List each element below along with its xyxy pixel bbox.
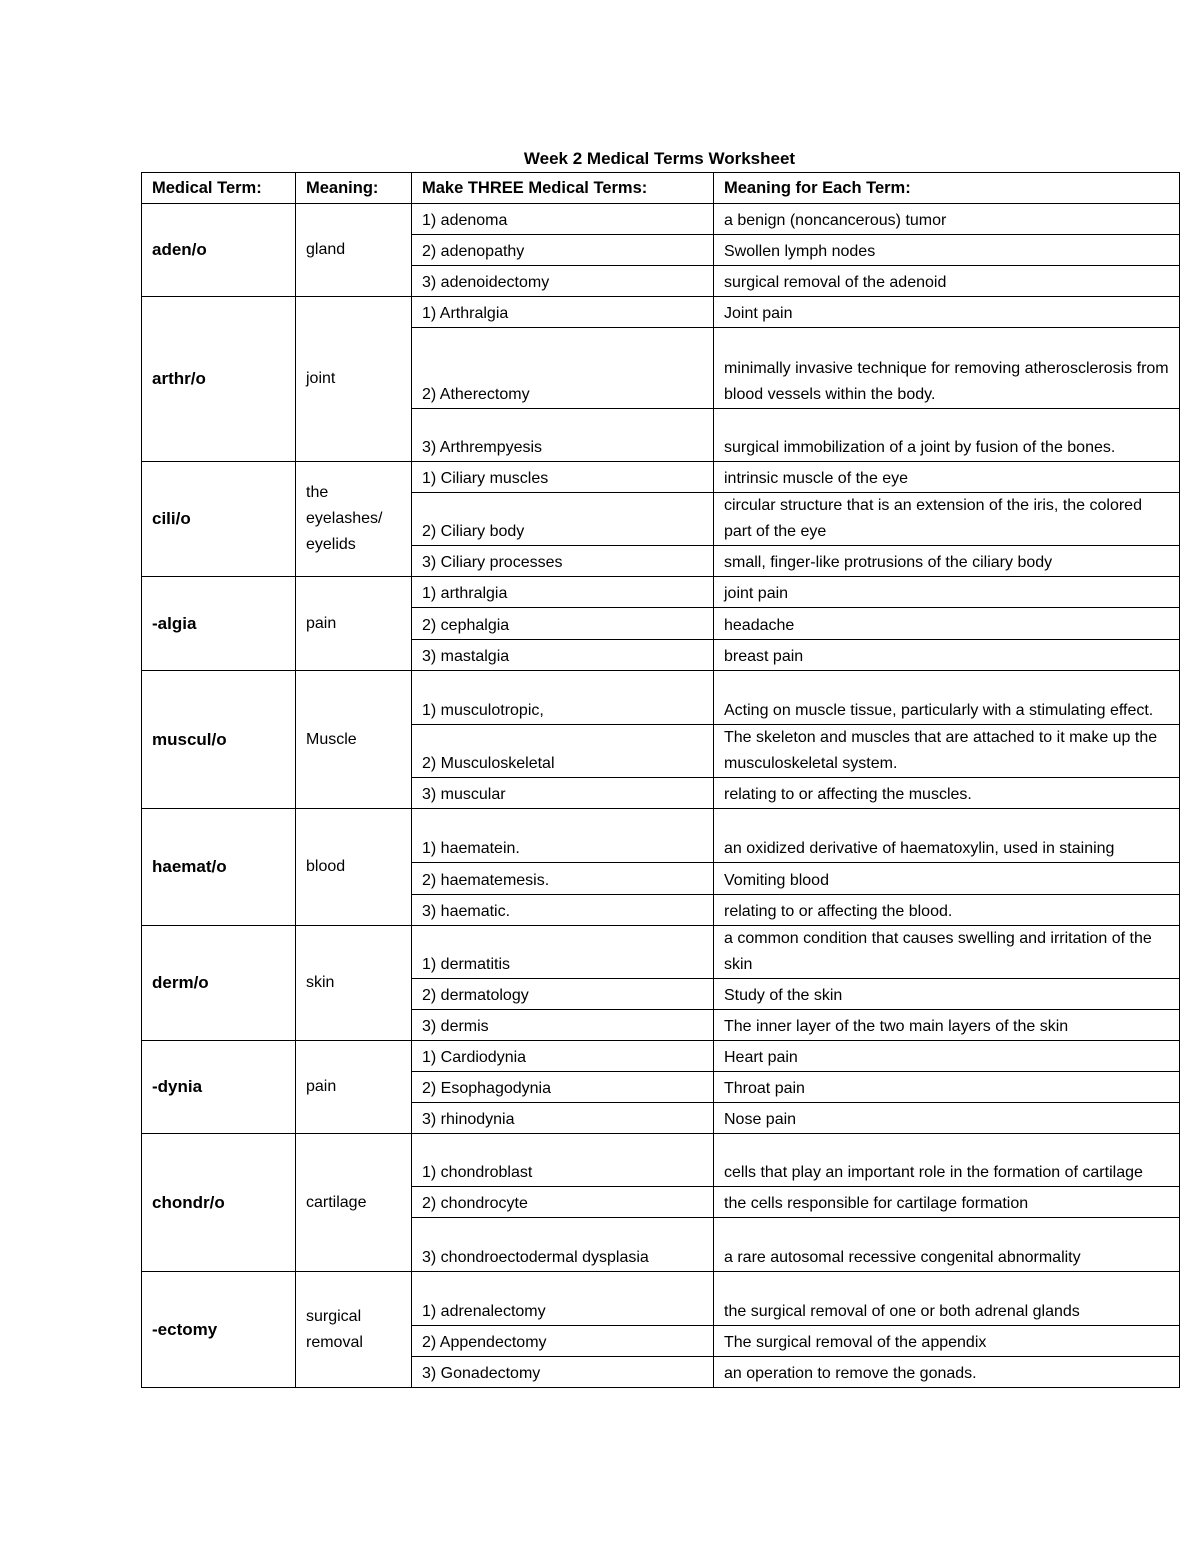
term-definition-cell: an oxidized derivative of haematoxylin, used in staining: [714, 809, 1180, 863]
derived-term-cell: 3) dermis: [412, 1010, 714, 1041]
term-definition-cell: small, finger-like protrusions of the ciliary body: [714, 546, 1180, 577]
term-definition-cell: cells that play an important role in the formation of cartilage: [714, 1134, 1180, 1187]
meaning-cell: joint: [296, 297, 412, 462]
term-definition-cell: Joint pain: [714, 297, 1180, 328]
term-definition-cell: Study of the skin: [714, 979, 1180, 1010]
term-definition-cell: Throat pain: [714, 1072, 1180, 1103]
derived-term-cell: 1) adenoma: [412, 204, 714, 235]
term-definition-cell: joint pain: [714, 577, 1180, 608]
term-definition-cell: surgical immobilization of a joint by fusion of the bones.: [714, 409, 1180, 462]
derived-term-cell: 2) haematemesis.: [412, 863, 714, 895]
derived-term-cell: 3) chondroectodermal dysplasia: [412, 1218, 714, 1272]
medical-term-cell: -algia: [142, 577, 296, 671]
derived-term-cell: 1) arthralgia: [412, 577, 714, 608]
table-row: [142, 926, 1180, 979]
term-definition-cell: the surgical removal of one or both adrenal glands: [714, 1272, 1180, 1326]
derived-term-cell: 2) Esophagodynia: [412, 1072, 714, 1103]
derived-term-cell: 1) Arthralgia: [412, 297, 714, 328]
meaning-cell: skin: [296, 926, 412, 1041]
term-definition-cell: an operation to remove the gonads.: [714, 1357, 1180, 1388]
derived-term-cell: 3) haematic.: [412, 895, 714, 926]
table-row: [142, 809, 1180, 863]
medical-term-cell: derm/o: [142, 926, 296, 1041]
table-row: [142, 204, 1180, 235]
header-row: [142, 173, 1180, 204]
meaning-cell: Muscle: [296, 671, 412, 809]
meaning-cell: gland: [296, 204, 412, 297]
term-definition-cell: a rare autosomal recessive congenital abnormality: [714, 1218, 1180, 1272]
meaning-cell: the eyelashes/ eyelids: [296, 462, 412, 577]
meaning-cell: pain: [296, 1041, 412, 1134]
table-row: [142, 577, 1180, 608]
derived-term-cell: 2) chondrocyte: [412, 1187, 714, 1218]
derived-term-cell: 3) rhinodynia: [412, 1103, 714, 1134]
header-make-terms: Make THREE Medical Terms:: [412, 173, 714, 204]
medical-term-cell: -ectomy: [142, 1272, 296, 1388]
term-definition-cell: breast pain: [714, 640, 1180, 671]
derived-term-cell: 2) Atherectomy: [412, 328, 714, 409]
medical-term-cell: aden/o: [142, 204, 296, 297]
derived-term-cell: 1) chondroblast: [412, 1134, 714, 1187]
meaning-cell: surgical removal: [296, 1272, 412, 1388]
term-definition-cell: the cells responsible for cartilage formation: [714, 1187, 1180, 1218]
page-title: Week 2 Medical Terms Worksheet: [523, 149, 796, 168]
term-definition-cell: Swollen lymph nodes: [714, 235, 1180, 266]
term-definition-cell: Heart pain: [714, 1041, 1180, 1072]
derived-term-cell: 2) dermatology: [412, 979, 714, 1010]
term-definition-cell: The surgical removal of the appendix: [714, 1326, 1180, 1357]
header-meaning: Meaning:: [296, 173, 412, 204]
medical-term-cell: arthr/o: [142, 297, 296, 462]
derived-term-cell: 2) adenopathy: [412, 235, 714, 266]
term-definition-cell: minimally invasive technique for removing atherosclerosis from blood vessels within the body.: [714, 328, 1180, 409]
derived-term-cell: 1) haematein.: [412, 809, 714, 863]
derived-term-cell: 1) musculotropic,: [412, 671, 714, 725]
table-row: [142, 671, 1180, 725]
medical-term-cell: chondr/o: [142, 1134, 296, 1272]
medical-term-cell: haemat/o: [142, 809, 296, 926]
term-definition-cell: a benign (noncancerous) tumor: [714, 204, 1180, 235]
table-row: [142, 1272, 1180, 1326]
medical-term-cell: cili/o: [142, 462, 296, 577]
derived-term-cell: 1) Ciliary muscles: [412, 462, 714, 493]
table-row: [142, 462, 1180, 493]
term-definition-cell: intrinsic muscle of the eye: [714, 462, 1180, 493]
medical-term-cell: -dynia: [142, 1041, 296, 1134]
term-definition-cell: surgical removal of the adenoid: [714, 266, 1180, 297]
meaning-cell: blood: [296, 809, 412, 926]
meaning-cell: cartilage: [296, 1134, 412, 1272]
term-definition-cell: relating to or affecting the blood.: [714, 895, 1180, 926]
derived-term-cell: 1) Cardiodynia: [412, 1041, 714, 1072]
derived-term-cell: 3) mastalgia: [412, 640, 714, 671]
table-row: [142, 1041, 1180, 1072]
derived-term-cell: 2) cephalgia: [412, 608, 714, 640]
header-term-meaning: Meaning for Each Term:: [714, 173, 1180, 204]
term-definition-cell: Vomiting blood: [714, 863, 1180, 895]
derived-term-cell: 1) dermatitis: [412, 926, 714, 979]
derived-term-cell: 3) Arthrempyesis: [412, 409, 714, 462]
term-definition-cell: a common condition that causes swelling and irritation of the skin: [714, 926, 1180, 979]
terms-table: [141, 172, 1180, 1388]
term-definition-cell: The skeleton and muscles that are attached to it make up the musculoskeletal system.: [714, 725, 1180, 778]
derived-term-cell: 2) Appendectomy: [412, 1326, 714, 1357]
derived-term-cell: 3) Gonadectomy: [412, 1357, 714, 1388]
term-definition-cell: headache: [714, 608, 1180, 640]
terms-table-body: [142, 173, 1180, 1388]
table-row: [142, 297, 1180, 328]
header-medical-term: Medical Term:: [142, 173, 296, 204]
term-definition-cell: The inner layer of the two main layers of the skin: [714, 1010, 1180, 1041]
term-definition-cell: relating to or affecting the muscles.: [714, 778, 1180, 809]
term-definition-cell: Nose pain: [714, 1103, 1180, 1134]
term-definition-cell: Acting on muscle tissue, particularly with a stimulating effect.: [714, 671, 1180, 725]
term-definition-cell: circular structure that is an extension of the iris, the colored part of the eye: [714, 493, 1180, 546]
derived-term-cell: 3) Ciliary processes: [412, 546, 714, 577]
medical-term-cell: muscul/o: [142, 671, 296, 809]
derived-term-cell: 2) Ciliary body: [412, 493, 714, 546]
derived-term-cell: 2) Musculoskeletal: [412, 725, 714, 778]
derived-term-cell: 3) adenoidectomy: [412, 266, 714, 297]
meaning-cell: pain: [296, 577, 412, 671]
table-row: [142, 1134, 1180, 1187]
derived-term-cell: 1) adrenalectomy: [412, 1272, 714, 1326]
derived-term-cell: 3) muscular: [412, 778, 714, 809]
